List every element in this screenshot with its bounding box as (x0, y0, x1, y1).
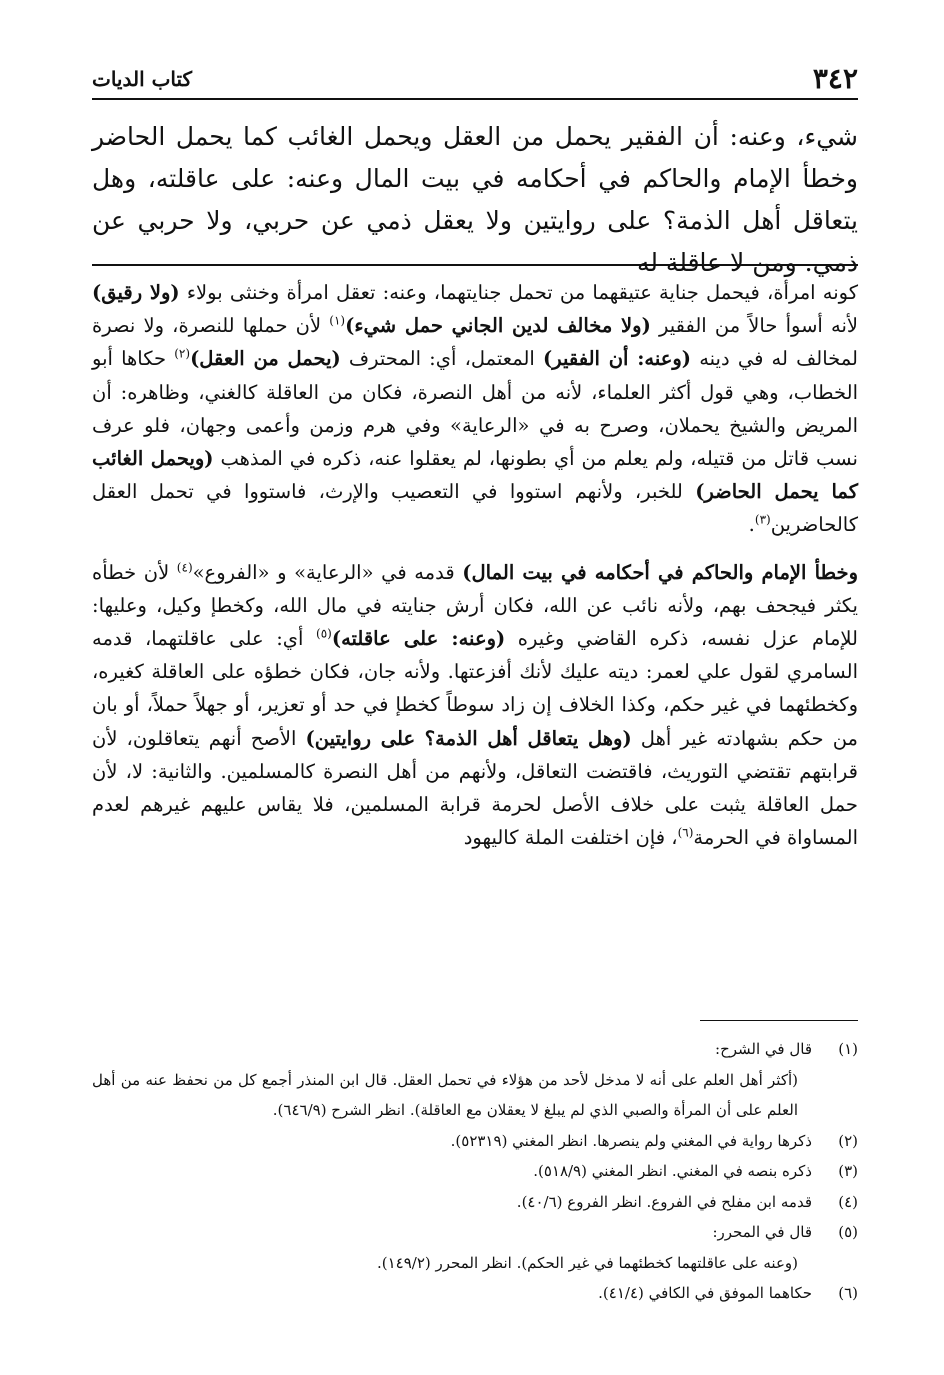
footnote-ref[interactable]: (٤) (176, 560, 193, 575)
commentary-text: لأنه أسوأ حالاً من الفقير (650, 314, 858, 338)
footnote-ref[interactable]: (٥) (316, 626, 332, 641)
quoted-matn: (ولا رقيق) (92, 281, 180, 304)
footnote-number: (٢) (838, 1131, 858, 1150)
quoted-matn: (يحمل من العقل) (190, 347, 341, 371)
commentary-text: قدمه في «الرعاية» و «الفروع» (192, 560, 463, 584)
footnote (92, 1217, 858, 1248)
footnote (92, 1156, 858, 1187)
footnote-ref[interactable]: (٢) (174, 346, 191, 361)
footnote-number: (٣) (838, 1162, 858, 1180)
quoted-matn: (وعنه: أن الفقير) (543, 347, 692, 371)
footnote-number: (٥) (838, 1223, 858, 1241)
commentary-text: ، فإن اختلفت الملة كاليهود (463, 826, 678, 850)
quoted-matn: (وهل يتعاقل أهل الذمة؟ على روايتين) (305, 726, 632, 750)
footnote-number: (٤) (838, 1192, 858, 1211)
footnote-quote: (أكثر أهل العلم على أنه لا مدخل لأحد من هؤلاء في تحمل العقل. قال ابن المنذر أجمع كل من نحفظ عنه من أهل العلم على أن المرأة والصبي الذي لم يبلغ لا يعقلان مع العاقلة). انظر الشرح (٦٤٦/٩). (92, 1070, 798, 1119)
footnote-text: قدمه ابن مفلح في الفروع. انظر الفروع (٤٠/٦). (516, 1192, 812, 1211)
commentary-text: للخبر، ولأنهم استووا في التعصيب والإرث، فاستووا في تحمل العقل كالحاضرين (92, 480, 858, 537)
footnote-number: (٦) (838, 1284, 858, 1302)
footnote-ref[interactable]: (٦) (677, 825, 694, 840)
footnote-text: ذكرها رواية في المغني ولم ينصرها. انظر المغني (٥٢٣١٩). (450, 1131, 812, 1150)
footnote (92, 1126, 858, 1157)
footnote-divider (700, 1020, 858, 1021)
commentary-text: كونه امرأة، فيحمل جناية عتيقهما من تحمل جنايتهما، وعنه: تعقل امرأة وخنثى بولاء (179, 281, 859, 304)
footnote (92, 1278, 858, 1309)
commentary-paragraph (92, 276, 858, 542)
running-title: كتاب الديات (92, 67, 193, 91)
main-text: شيء، وعنه: أن الفقير يحمل من العقل ويحمل الغائب كما يحمل الحاضر وخطأ الإمام والحاكم في أحكامه في بيت المال وعنه: على عاقلته، وهل يتعاقل أهل الذمة؟ على روايتين ولا يعقل ذمي عن حربي، ولا حربي عن ذمي. ومن لا عاقلة له (92, 122, 858, 277)
footnotes (92, 1034, 858, 1309)
footnote-text: قال في الشرح: (715, 1040, 812, 1058)
quoted-matn: (ولا مخالف لدين الجاني حمل شيء) (345, 314, 651, 338)
footnote (92, 1034, 858, 1065)
commentary-paragraph (92, 556, 858, 855)
quoted-matn: (ويحمل الغائب كما يحمل الحاضر) (92, 447, 858, 504)
footnote-text: قال في المحرر: (712, 1223, 812, 1241)
page-header (92, 62, 858, 100)
commentary-text: . (748, 513, 755, 537)
footnote-text: ذكره بنصه في المغني. انظر المغني (٥١٨/٩). (533, 1162, 812, 1180)
commentary-text: الأصح أنهم يتعاقلون، لأن قرابتهم تقتضي التوريث، فاقتضت التعاقل، ولأنهم من أهل النصرة كالمسلمين. والثانية: لا، لأن حمل العاقلة يثبت على خلاف الأصل لحرمة قرابة المسلمين، فلا يقاس عليهم غيرهم لعدم المساواة في الحرمة (92, 726, 858, 850)
footnote-number: (١) (838, 1040, 858, 1058)
footnote-text: حكاهما الموفق في الكافي (٤١/٤). (598, 1284, 812, 1302)
commentary (92, 276, 858, 854)
footnote (92, 1187, 858, 1218)
commentary-text: لأن خطأه يكثر فيجحف بهم، ولأنه نائب عن الله، فكان أرش جنايته في مال الله، وكخطإ وكيل، وعليها: للإمام عزل نفسه، ذكره القاضي وغيره (92, 560, 858, 651)
commentary-text: حكاها أبو الخطاب، وهي قول أكثر العلماء، لأنه من أهل النصرة، فكان من العاقلة كالغني، وظاهره: أن المريض والشيخ يحملان، وصرح به في «الرعاية» وفي هرم وزمن وأعمى وجهان، فلو عرف نسب قاتل من قتيله، ولم يعلم من أي بطونها، لم يعقلوا عنه، ذكره في المذهب (92, 347, 858, 471)
page-number: ٣٤٢ (812, 62, 858, 95)
quoted-matn: (وعنه: على عاقلته) (331, 627, 506, 651)
text-divider (92, 264, 858, 266)
footnote-ref[interactable]: (١) (329, 313, 346, 328)
commentary-text: المعتمل، أي: المحترف (340, 347, 544, 371)
commentary-text: لأن حملها للنصرة، ولا نصرة لمخالف له في دينه (92, 314, 858, 371)
commentary-text: أي: على عاقلتهما، قدمه السامري لقول علي لعمر: ديته عليك لأنك أفزعتها. ولأنه جان، فكان خطؤه على العاقلة كغيره، وكخطئهما في غير حكم، وكذا الخلاف إن زاد سوطاً كخطإ في حد أو تعزير، أو جهلاً حملاً، أو بان من حكم بشهادته غير أهل (92, 627, 858, 750)
footnote-quote: (وعنه على عاقلتهما كخطئهما في غير الحكم). انظر المحرر (١٤٩/٢). (376, 1253, 798, 1272)
quoted-matn: وخطأ الإمام والحاكم في أحكامه في بيت المال) (462, 560, 859, 584)
footnote-ref[interactable]: (٣) (754, 512, 771, 527)
